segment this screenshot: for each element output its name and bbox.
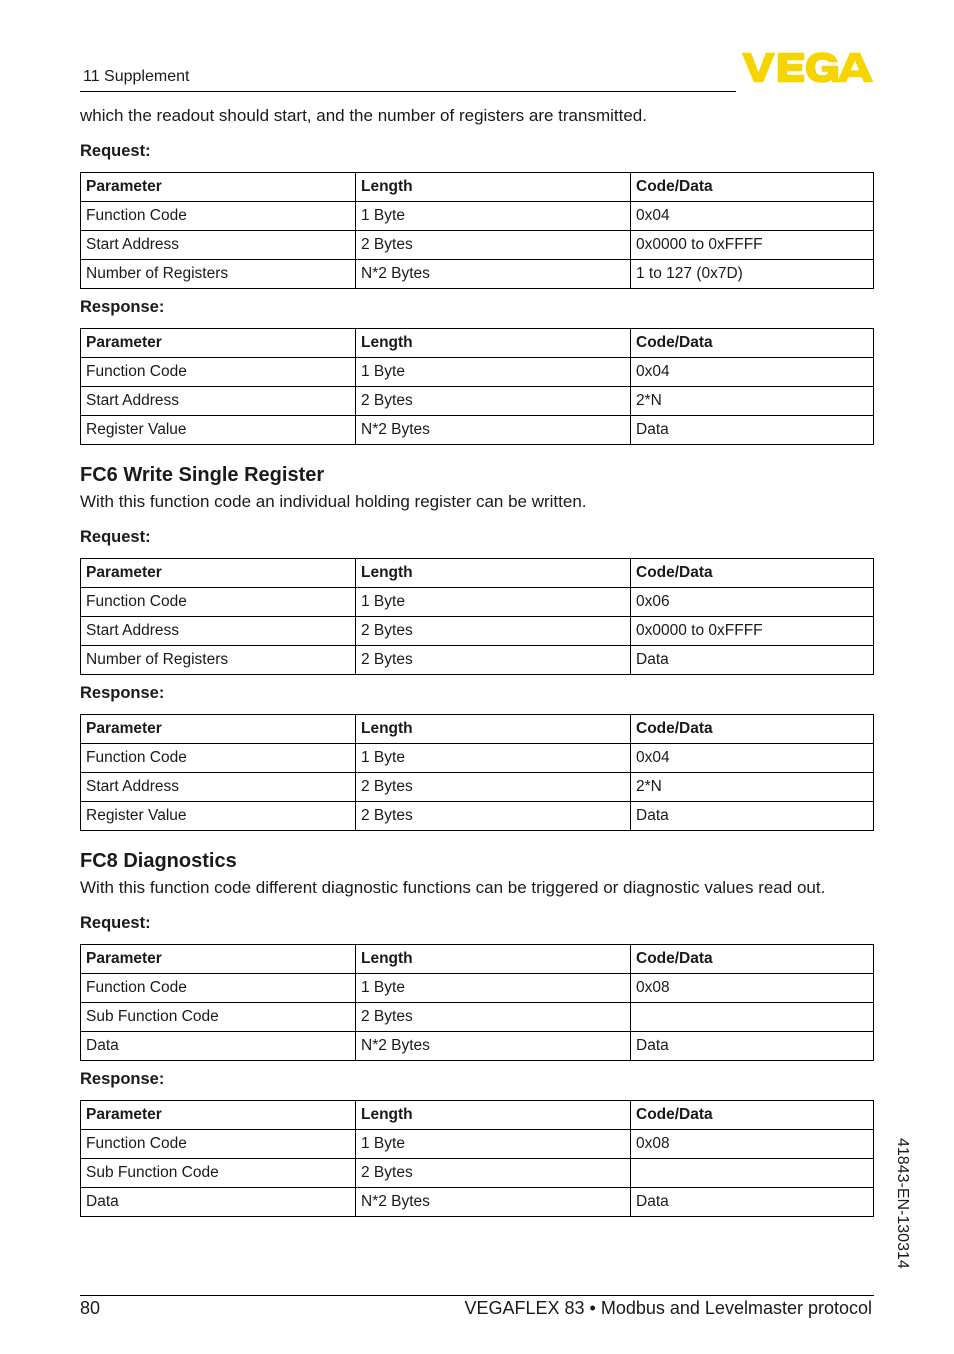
table-cell: N*2 Bytes (356, 260, 631, 289)
table-cell: Function Code (81, 358, 356, 387)
intro-text: which the readout should start, and the number of registers are transmitted. (80, 106, 647, 125)
table-header-cell: Code/Data (631, 559, 874, 588)
table-header-row (81, 329, 874, 358)
table-cell: Data (81, 1032, 356, 1061)
table-cell: N*2 Bytes (356, 1188, 631, 1217)
table-cell: 1 Byte (356, 974, 631, 1003)
table-cell: Data (81, 1188, 356, 1217)
table-cell: Number of Registers (81, 646, 356, 675)
table-cell: 2 Bytes (356, 646, 631, 675)
table-header-row (81, 945, 874, 974)
section-heading-fc6: FC6 Write Single Register (80, 464, 325, 486)
table-row (81, 974, 874, 1003)
table-cell: 1 Byte (356, 1130, 631, 1159)
table-cell: 1 Byte (356, 744, 631, 773)
table-header-cell: Parameter (81, 945, 356, 974)
fc4-response-table (80, 328, 874, 445)
footer-rule (80, 1295, 874, 1296)
page-number: 80 (80, 1298, 101, 1318)
table-header-cell: Parameter (81, 715, 356, 744)
document-code: 41843-EN-130314 (894, 1138, 911, 1269)
table-cell: 2 Bytes (356, 802, 631, 831)
table-cell: 2 Bytes (356, 1159, 631, 1188)
table-header-cell: Length (356, 715, 631, 744)
table-header-row (81, 715, 874, 744)
table-header-cell: Length (356, 173, 631, 202)
table-cell: 2 Bytes (356, 617, 631, 646)
table-header-row (81, 559, 874, 588)
vega-logo (742, 52, 873, 83)
table-cell: Data (631, 1188, 874, 1217)
table-header-cell: Code/Data (631, 715, 874, 744)
table-header-cell: Length (356, 329, 631, 358)
table-cell: 1 to 127 (0x7D) (631, 260, 874, 289)
table-cell: Register Value (81, 802, 356, 831)
table-cell: 0x04 (631, 202, 874, 231)
table-header-cell: Code/Data (631, 945, 874, 974)
fc8-response-table (80, 1100, 874, 1217)
table-cell: 2 Bytes (356, 1003, 631, 1032)
table-header-cell: Parameter (81, 173, 356, 202)
table-cell: Start Address (81, 231, 356, 260)
request-label: Request: (80, 914, 151, 932)
table-cell: Function Code (81, 588, 356, 617)
table-header-cell: Parameter (81, 559, 356, 588)
table-cell: Data (631, 416, 874, 445)
fc6-request-table (80, 558, 874, 675)
table-cell: Function Code (81, 744, 356, 773)
table-cell (631, 1159, 874, 1188)
table-cell: 0x06 (631, 588, 874, 617)
table-cell: Data (631, 802, 874, 831)
table-cell: 0x04 (631, 744, 874, 773)
table-cell: Data (631, 646, 874, 675)
table-row (81, 588, 874, 617)
table-cell: 0x0000 to 0xFFFF (631, 617, 874, 646)
table-row (81, 387, 874, 416)
request-label: Request: (80, 528, 151, 546)
header-rule (80, 91, 736, 92)
table-cell: 2*N (631, 387, 874, 416)
table-cell: N*2 Bytes (356, 416, 631, 445)
table-row (81, 1003, 874, 1032)
table-row (81, 1188, 874, 1217)
table-cell: 1 Byte (356, 588, 631, 617)
table-header-cell: Code/Data (631, 1101, 874, 1130)
table-header-cell: Length (356, 559, 631, 588)
footer-title: VEGAFLEX 83 • Modbus and Levelmaster protocol (464, 1298, 872, 1318)
table-row (81, 617, 874, 646)
response-label: Response: (80, 684, 165, 702)
table-cell: Number of Registers (81, 260, 356, 289)
table-cell: 2*N (631, 773, 874, 802)
table-row (81, 1130, 874, 1159)
section-description-fc8: With this function code different diagnostic functions can be triggered or diagnostic values read out. (80, 878, 826, 897)
table-cell: 0x04 (631, 358, 874, 387)
table-cell (631, 1003, 874, 1032)
table-row (81, 1159, 874, 1188)
table-header-cell: Code/Data (631, 329, 874, 358)
table-cell: 0x08 (631, 974, 874, 1003)
fc6-response-table (80, 714, 874, 831)
table-header-cell: Parameter (81, 329, 356, 358)
table-cell: 0x08 (631, 1130, 874, 1159)
page-content (80, 105, 874, 1217)
table-row (81, 646, 874, 675)
response-label: Response: (80, 1070, 165, 1088)
header-section: 11 Supplement (83, 68, 190, 85)
table-header-cell: Code/Data (631, 173, 874, 202)
table-cell: Data (631, 1032, 874, 1061)
response-label: Response: (80, 298, 165, 316)
table-cell: 2 Bytes (356, 231, 631, 260)
table-row (81, 202, 874, 231)
request-label: Request: (80, 142, 151, 160)
fc4-request-table (80, 172, 874, 289)
table-cell: Function Code (81, 202, 356, 231)
table-cell: Start Address (81, 617, 356, 646)
table-row (81, 1032, 874, 1061)
table-cell: 0x0000 to 0xFFFF (631, 231, 874, 260)
table-cell: Start Address (81, 387, 356, 416)
table-row (81, 802, 874, 831)
table-row (81, 416, 874, 445)
table-cell: N*2 Bytes (356, 1032, 631, 1061)
table-cell: Sub Function Code (81, 1003, 356, 1032)
section-description-fc6: With this function code an individual holding register can be written. (80, 492, 587, 511)
table-row (81, 260, 874, 289)
table-header-cell: Length (356, 1101, 631, 1130)
table-cell: 1 Byte (356, 358, 631, 387)
table-header-row (81, 1101, 874, 1130)
table-cell: Start Address (81, 773, 356, 802)
table-cell: 2 Bytes (356, 387, 631, 416)
table-row (81, 358, 874, 387)
table-row (81, 231, 874, 260)
table-cell: Function Code (81, 1130, 356, 1159)
table-cell: Sub Function Code (81, 1159, 356, 1188)
table-row (81, 744, 874, 773)
fc8-request-table (80, 944, 874, 1061)
table-cell: Function Code (81, 974, 356, 1003)
table-cell: 2 Bytes (356, 773, 631, 802)
table-header-cell: Length (356, 945, 631, 974)
table-cell: Register Value (81, 416, 356, 445)
table-header-cell: Parameter (81, 1101, 356, 1130)
section-heading-fc8: FC8 Diagnostics (80, 850, 237, 872)
table-cell: 1 Byte (356, 202, 631, 231)
table-row (81, 773, 874, 802)
table-header-row (81, 173, 874, 202)
